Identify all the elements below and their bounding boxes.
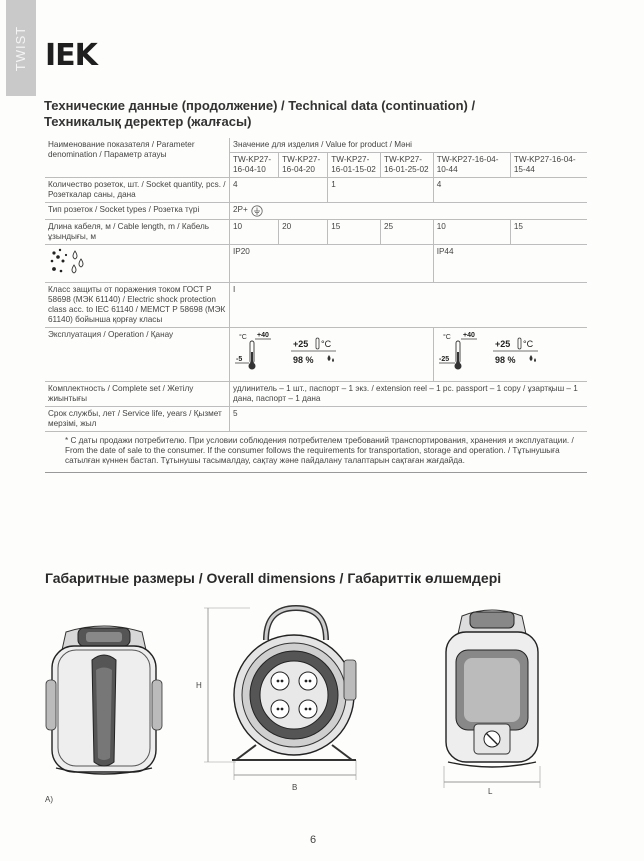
table-row [45,382,587,407]
side-view-drawing [196,600,366,796]
dimension-label-l: L [488,787,493,796]
row-label [45,245,230,283]
value-cell: 25 [380,220,433,245]
model-cell: TW-KP27-16-04-20 [279,153,328,178]
row-label: Количество розеток, шт. / Socket quantity, pcs. / Розеткалар саны, дана [45,178,230,203]
temp-max: +40 [257,332,269,339]
footnote: * С даты продажи потребителю. При условии соблюдения потребителем требований транспортирования, хранения и эксплуатации. / From the date of sale to the consumer. If the consumer follows the requirements for transportation, storage and operation. / Тұтынушыға сатылған күннен бастап. Тұтынушы тасымалдау, сақтау және пайдалану талаптарын сақтаған жағдайда. [45,432,587,473]
storage-temp-unit: °C [522,339,533,349]
ground-icon [250,205,264,217]
model-cell: TW-KP27-16-04-10-44 [433,153,510,178]
model-cell: TW-KP27-16-01-25-02 [380,153,433,178]
table-row [45,178,587,203]
dimension-label-h: H [196,681,202,690]
temp-min: -5 [236,356,243,363]
value-cell: IP44 [433,245,587,283]
param-header: Наименование показателя / Parameter denomination / Параметр атауы [45,138,230,178]
model-cell: TW-KP27-16-04-15-44 [510,153,587,178]
section-title: Технические данные (продолжение) / Technical data (continuation) / [44,98,476,113]
operation-cell [433,328,587,382]
table-header-row [45,138,587,153]
value-cell: 10 [230,220,279,245]
socket-type-value: 2P+ [233,205,248,214]
temp-unit: °C [442,334,451,341]
brand-logo: IEK [45,38,97,73]
value-cell: удлинитель – 1 шт., паспорт – 1 экз. / extension reel – 1 pc. passport – 1 copy / ұзартқыш – 1 дана, паспорт – 1 дана [230,382,588,407]
page-number: 6 [310,834,317,846]
value-cell: I [230,283,588,328]
table-row [45,407,587,432]
side-tab-label: TWIST [13,25,29,71]
value-cell: 15 [510,220,587,245]
dimensions-title: Габаритные размеры / Overall dimensions / Габариттік өлшемдері [45,570,502,586]
model-cell: TW-KP27-16-04-10 [230,153,279,178]
value-cell: 15 [328,220,381,245]
humidity: 98 % [293,355,314,365]
storage-temp-unit: °C [321,339,332,349]
figure-label-a: A) [45,795,53,804]
note-row [45,432,587,473]
table-row [45,203,587,220]
operation-cell [230,328,434,382]
temp-max: +40 [462,332,475,339]
value-cell: 10 [433,220,510,245]
value-header: Значение для изделия / Value for product / Мәні [230,138,588,153]
dimension-label-b: B [292,783,298,792]
table-row [45,328,587,382]
value-cell: 1 [328,178,433,203]
row-label: Длина кабеля, м / Cable length, m / Кабель ұзындығы, м [45,220,230,245]
storage-temp: +25 [494,339,510,349]
table-row [45,220,587,245]
row-label: Комплектность / Complete set / Жетілу жиынтығы [45,382,230,407]
operation-conditions-icon [437,330,549,376]
temp-unit: °C [239,334,247,341]
side-tab [6,0,36,96]
back-view-drawing [434,606,550,796]
model-cell: TW-KP27-16-01-15-02 [328,153,381,178]
spec-table [45,138,587,473]
temp-min: -25 [438,356,449,363]
row-label: Эксплуатация / Operation / Қанау [45,328,230,382]
table-row [45,245,587,283]
storage-temp: +25 [293,339,309,349]
table-row [45,283,587,328]
section-title-kz: Техникалық деректер (жалғасы) [44,114,252,129]
dust-water-icon [48,247,92,277]
value-cell: IP20 [230,245,434,283]
value-cell: 5 [230,407,588,432]
row-label: Срок службы, лет / Service life, years / Қызмет мерзімі, жыл [45,407,230,432]
value-cell [230,203,588,220]
row-label: Тип розеток / Socket types / Розетка түрі [45,203,230,220]
value-cell: 4 [433,178,587,203]
value-cell: 4 [230,178,328,203]
operation-conditions-icon [233,330,353,376]
front-view-drawing [44,620,164,785]
value-cell: 20 [279,220,328,245]
humidity: 98 % [494,355,516,365]
row-label: Класс защиты от поражения током ГОСТ Р 58698 (МЭК 61140) / Electric shock protection class acc. to IEC 61140 / МЕМСТ Р 58698 (МЭК 61140) бойынша қорғау класы [45,283,230,328]
